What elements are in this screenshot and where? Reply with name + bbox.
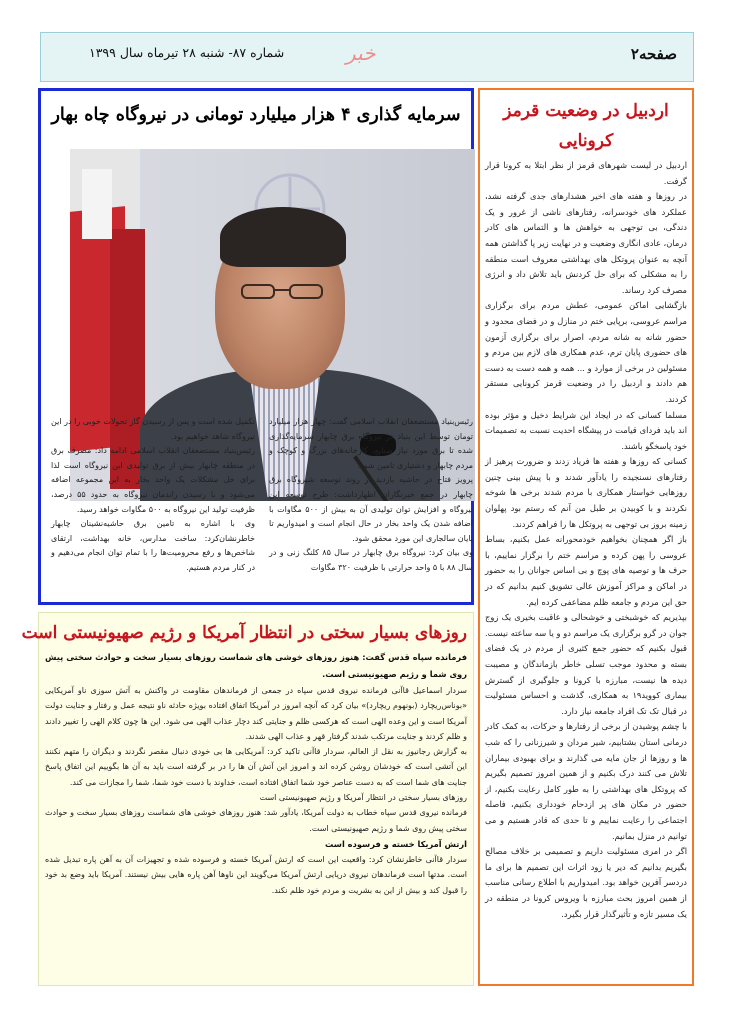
- main-article-body: [49, 415, 473, 605]
- bottom-paragraph: فرمانده نیروی قدس سپاه خطاب به دولت آمریکا، یادآور شد: هنوز روزهای خوشی های شماست روزهای بسیار سخت و حوادث سختی پیش روی شما و رژیم صهیونیستی است.: [45, 808, 467, 833]
- bottom-paragraph: سردار قاآنی خاطرنشان کرد: واقعیت این است که ارتش آمریکا خسته و فرسوده شده و تجهیزات آن به آهن پاره تبدیل شده است. مدتها است فرماندهان نیروی دریایی ارتش آمریکا می‌گویند این ناوها آهن پاره هایی بیش نیستند. آمریکا باید وضع بد خود را قبول کند و بیش از این به بشریت و مردم خود ظلم نکند.: [45, 854, 467, 895]
- bottom-headline: روزهای بسیار سختی در انتظار آمریکا و رژیم صهیونیستی است: [21, 623, 467, 643]
- main-article: [38, 88, 474, 605]
- side-article: [478, 88, 694, 986]
- story-paragraph: تکمیل شده است و پس از رسیدن گاز تحولات خوبی را در این نیروگاه شاهد خواهیم بود.: [51, 417, 255, 441]
- story-column-left: [51, 415, 255, 576]
- bottom-paragraph: روزهای بسیار سختی در انتظار آمریکا و رژیم صهیونیستی است: [259, 793, 467, 803]
- side-article-body: [485, 158, 687, 922]
- side-paragraph: مسلما کسانی که در ایجاد این شرایط دخیل و مؤثر بوده اند باید فردای قیامت در پیشگاه احدیت نسبت به تصمیمات خود پاسخگو باشند.: [485, 409, 687, 451]
- side-paragraph: کسانی که روزها و هفته ها فریاد زدند و ضرورت پرهیز از رفتارهای نسنجیده را یادآور شدند و با پیش بینی چنین روزهایی خواستار همکاری با مردم شدند برخی ها شوخه نکردند و با کوبیدن بر طبل من آنم که رستم بود پهلوان زمینه بروز بی توجهی به پروتکل ها را فراهم کردند.: [485, 456, 687, 529]
- page-number: صفحه۲: [630, 45, 677, 63]
- newspaper-logo: خبر: [346, 41, 376, 65]
- side-paragraph: اگر در امری مسئولیت داریم و تصمیمی بر خلاف مصالح بگیریم بدانیم که دیر یا زود اثرات این تصمیم ها برای ما دردسر آفرین خواهد بود. امیدواریم با اطلاع رسانی مناسب از همین امروز بحث مبارزه با ویروس کرونا در منطقه در یک مسیر تازه و تأثیرگذار قرار بگیرد.: [485, 846, 687, 919]
- story-paragraph: وی با اشاره به تامین برق حاشیه‌نشینان چابهار خاطرنشان‌کرد: ساخت مدارس، خانه بهداشت، ارتقای شاخص‌ها و رفع محرومیت‌ها را با تمام توان انجام می‌دهیم و در کنار مردم هستیم.: [51, 519, 255, 572]
- side-paragraph: در روزها و هفته های اخیر هشدارهای جدی گرفته نشد، عملکرد های خودسرانه، رفتارهای ناشی از غرور و یک دندگی، بی توجهی به خواهش ها و التماس های کادر درمان، عادی انگاری وضعیت و در نهایت زیر پا گذاشتن همه آنچه به عنوان پروتکل های بهداشتی معروف است منطقه را به مشکلی که برای حل کردنش باید تلاش داد و انرژی مصرف کرد رساند.: [485, 191, 687, 295]
- story-paragraph: رئیس‌بنیاد مستضعفان انقلاب اسلامی ادامه داد: مصرف برق در منطقه چابهار بیش از برق تولیدی این نیروگاه است لذا برای حل مشکلات یک واحد بخار به این مجموعه اضافه می‌شود و با رسیدن راندمان نیروگاه به حدود ۵۵ درصد، ظرفیت تولید این نیروگاه به ۵۰۰ مگاوات خواهد رسید.: [51, 446, 256, 514]
- side-paragraph: بازگشایی اماکن عمومی، عطش مردم برای برگزاری مراسم عروسی، برپایی ختم در منازل و در فضای محدود و حضور شانه به شانه مردم، اصرار برای برگزاری آزمون های حضوری پایان ترم، عدم همکاری های لازم بین مردم و مسئولین در برخی از موارد و ... همه و همه دست به دست هم دادند و اردبیل را در وضعیت قرمز کرونایی مستقر کردند.: [485, 300, 687, 404]
- bottom-paragraph: سردار اسماعیل قاآنی فرمانده نیروی قدس سپاه در جمعی از فرماندهان مقاومت در واکنش به آتش سوزی ناو آمریکایی «بوناس‌ریچارد (بونهوم ریچارد)» بیان کرد که آنچه امروز در آمریکا اتفاق افتاده بویژه حادثه ناو نتیجه عمل و رفتار و جنایت دولت آمریکا است و این وعده الهی است که هرکسی ظلم و جنایتی کند دچار عذاب الهی می شود. این ها چون کلام الهی را تغییر دادند و ظلم کردند و جنایت مرتکب شدند گرفتار قهر و عذاب الهی شدند.: [45, 686, 467, 741]
- main-headline: سرمایه گذاری ۴ هزار میلیارد تومانی در نیروگاه چاه بهار: [51, 105, 461, 125]
- story-paragraph: پرویز فتاح در حاشیه بازدید از روند توسعه شیروگاه برق چابهار در جمع خبرنگاران اظهارداشت: طرح توسعه این نیروگاه و افزایش توان تولیدی آن به بیش از ۵۰۰ مگاوات با اضافه شدن یک واحد بخار در حال انجام است و امیدواریم تا پایان سالجاری این مورد محقق شود.: [269, 475, 473, 543]
- issue-info: شماره ۸۷- شنبه ۲۸ تیرماه سال ۱۳۹۹: [89, 45, 285, 60]
- bottom-article: [21, 612, 474, 986]
- side-paragraph: باز اگر همچنان بخواهیم خودمحورانه عمل بکنیم، بساط عروسی را پهن کرده و مراسم ختم را برگزار نماییم، با حرف ها و توصیه های پوچ و بی اساس جوانان را به حضور در اماکن و مراکز آموزش عالی تشویق کنیم بدانیم که در حق این مردم و جامعه ظلم مضاعفی کرده ایم.: [485, 534, 687, 607]
- side-article-title: اردبیل در وضعیت قرمز کرونایی: [503, 101, 669, 151]
- bottom-paragraph: به گزارش رجانیوز به نقل از العالم، سردار قاآنی تاکید کرد: آمریکایی ها بی خودی دنبال مقصر نگردند و دیگران را متهم نکنند این آتشی است که خودشان روشن کرده اند و امروز این آتش آن ها را در بر گرفته است باید به آن ها بگوییم این اتفاق پاسخ جنایت های شما است که به دست عناصر خود شما اتفاق افتاده است، خداوند با دست خود شما، شما را مجازات می کند.: [45, 747, 467, 787]
- page-header: [40, 32, 694, 82]
- glasses-icon: [238, 283, 326, 301]
- side-paragraph: بپذیریم که خوشبختی و خوشحالی و عاقبت بخیری یک زوج جوان در گرو برگزاری یک مراسم دو و یا سه ساعته نیست. قبول بکنیم که حضور جمع کثیری از مردم در یک فضای بسته و محدود موجب تسلی خاطر بازماندگان و مصیبت دیده ها نیست، مبارزه با کرونا و جلوگیری از گسترش بیماری کووید۱۹ به همکاری، گذشت و احساس مسئولیت در قبال تک تک افراد جامعه نیاز دارد.: [485, 612, 687, 716]
- bottom-lead: فرمانده سپاه قدس گفت: هنوز روزهای خوشی های شماست روزهای بسیار سخت و حوادث سختی پیش روی شما و رژیم صهیونیستی است.: [45, 652, 467, 679]
- person-hair: [220, 207, 346, 267]
- story-column-right: [269, 415, 473, 576]
- story-paragraph: رئیس‌بنیاد مستضعفان انقلاب اسلامی گفت: چهار هزار میلیارد تومان توسط این بنیاد در نیروگاه برق چابهار سرمایه‌گذاری شده تا برق مورد نیاز صنایع، کارخانه‌های بزرگ و کوچک و مردم چابهار و دشتیاری تامین شود.: [269, 417, 473, 470]
- bottom-subhead: ارتش آمریکا خسته و فرسوده است: [325, 838, 467, 849]
- side-paragraph: اردبیل در لیست شهرهای قرمز از نظر ابتلا به کرونا قرار گرفت.: [485, 160, 687, 186]
- side-paragraph: با چشم پوشیدن از برخی از رفتارها و حرکات، به کمک کادر درمانی استان بشتابیم، شیر مردان و شیرزنانی را که شب ها و روزها از جان مایه می گذارند و برای بهبودی بیماران تلاش می کنند درک بکنیم و از همین امروز تصمیم بگیریم که پروتکل های بهداشتی را به طور کامل رعایت بکنیم، از حضور در مکان های پر ازدحام خودداری بکنیم، فاصله اجتماعی را رعایت نماییم و تا حدی که قادر هستیم و می توانیم در منزل بمانیم.: [485, 721, 687, 841]
- story-paragraph: وی بیان کرد: نیروگاه برق چابهار در سال ۸۵ کلنگ زنی و در سال ۸۸ با ۵ واحد حرارتی با ظرفیت ۳۲۰ مگاوات: [269, 548, 473, 572]
